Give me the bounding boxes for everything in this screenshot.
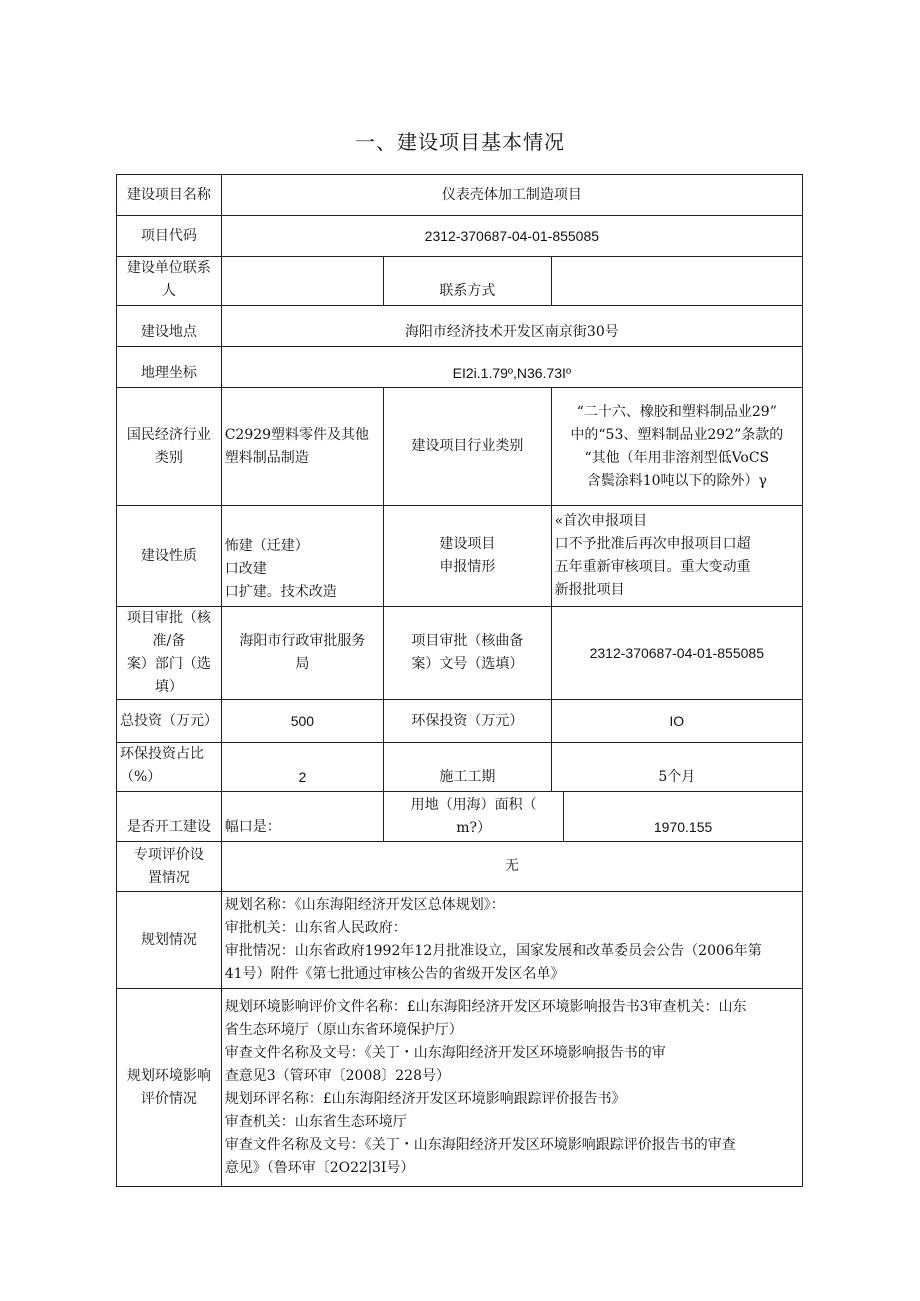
filing-label: 建设项目 申报情形 <box>384 506 552 607</box>
filing-option-line: 五年重新审核项目。重大变动重 <box>554 559 751 575</box>
row-contact <box>117 257 803 306</box>
special-label: 专项评价设 置情况 <box>117 842 222 892</box>
filing-option-line: 新报批项目 <box>554 582 625 598</box>
row-industry <box>117 388 803 506</box>
project-industry-line: “二十六、橡胶和塑料制品业29” <box>576 403 777 420</box>
contact-label: 建设单位联系人 <box>117 257 222 306</box>
total-invest-label: 总投资（万元） <box>117 700 222 743</box>
env-invest-value: IO <box>551 700 802 743</box>
approval-no-label: 项目审批（核曲备 案）文号（选填） <box>384 607 552 700</box>
row-ratio <box>117 743 803 792</box>
row-location <box>117 306 803 347</box>
plan-env-line: 审查文件名称及文号：《关丁・山东海阳经济开发区环境影响跟踪评价报告书的审查 <box>224 1136 736 1153</box>
industry-label: 国民经济行业类别 <box>117 388 222 506</box>
project-industry-line: “其他（年用非溶剂型低VoCS <box>584 449 770 466</box>
filing-option-line: 口不予批准后再次申报项目口超 <box>554 536 751 552</box>
area-value: 1970.155 <box>564 792 803 842</box>
plan-line: 41号）附件《第七批通过审核公告的省级开发区名单》 <box>224 966 565 982</box>
coords-value: EI2i.1.79º,N36.73Iº <box>221 347 802 388</box>
area-label: 用地（用海）面积（ m?） <box>384 792 564 842</box>
industry-value-line: 塑料制品制造 <box>224 449 309 466</box>
plan-line: 规划名称：《山东海阳经济开发区总体规划》： <box>224 897 505 913</box>
plan-line: 审批机关：山东省人民政府： <box>224 920 407 936</box>
special-value: 无 <box>221 842 802 892</box>
project-code-label: 项目代码 <box>117 216 222 257</box>
row-special <box>117 842 803 892</box>
approval-dept-value: 海阳市行政审批服务 局 <box>221 607 383 700</box>
project-name-label: 建设项目名称 <box>117 175 222 216</box>
nature-label: 建设性质 <box>117 506 222 607</box>
plan-env-line: 审查机关：山东省生态环境厅 <box>224 1113 407 1130</box>
contact-method-label: 联系方式 <box>384 257 552 306</box>
nature-options <box>221 506 383 607</box>
filing-options <box>551 506 802 607</box>
contact-value <box>221 257 383 306</box>
env-invest-label: 环保投资（万元） <box>384 700 552 743</box>
location-value: 海阳市经济技术开发区南京街30号 <box>221 306 802 347</box>
row-project-code <box>117 216 803 257</box>
plan-env-line: 规划环境影响评价文件名称：£山东海阳经济开发区环境影响报告书3审查机关：山东 <box>224 998 747 1015</box>
project-industry-value <box>551 388 802 506</box>
location-label: 建设地点 <box>117 306 222 347</box>
row-coords <box>117 347 803 388</box>
row-plan <box>117 892 803 989</box>
page-title: 一、建设项目基本情况 <box>355 130 565 154</box>
approval-no-value: 2312-370687-04-01-855085 <box>551 607 802 700</box>
started-label: 是否开工建设 <box>117 792 222 842</box>
period-value: 5个月 <box>551 743 802 792</box>
total-invest-value: 500 <box>221 700 383 743</box>
row-started <box>117 792 803 842</box>
plan-label: 规划情况 <box>117 892 222 989</box>
row-nature <box>117 506 803 607</box>
project-industry-line: 含鬓涂料10吨以下的除外）γ <box>586 472 767 489</box>
plan-env-line: 规划环评名称：£山东海阳经济开发区环境影响跟踪评价报告书》 <box>224 1090 626 1107</box>
env-ratio-label: 环保投资占比（%） <box>117 743 222 792</box>
row-project-name <box>117 175 803 216</box>
plan-env-line: 意见》（鲁环审〔2O22∣3I号） <box>224 1159 415 1176</box>
approval-dept-label: 项目审批（核准/备 案）部门（选填） <box>117 607 222 700</box>
industry-value-line: C2929塑料零件及其他 <box>224 426 370 443</box>
plan-env-label: 规划环境影响 评价情况 <box>117 989 222 1187</box>
row-investment <box>117 700 803 743</box>
coords-label: 地理坐标 <box>117 347 222 388</box>
project-industry-label: 建设项目行业类别 <box>384 388 552 506</box>
period-label: 施工工期 <box>384 743 552 792</box>
project-name-value: 仪表壳体加工制造项目 <box>221 175 802 216</box>
nature-option-new: 怖建（迁建） <box>224 538 309 554</box>
row-plan-env <box>117 989 803 1187</box>
row-approval <box>117 607 803 700</box>
plan-env-line: 省生态环境厅（原山东省环境保护厅） <box>224 1021 463 1038</box>
project-code-value: 2312-370687-04-01-855085 <box>221 216 802 257</box>
env-ratio-value: 2 <box>221 743 383 792</box>
started-value: 幅口是： <box>221 792 383 842</box>
plan-line: 审批情况：山东省政府1992年12月批准设立，国家发展和改革委员会公告（2006年第 <box>224 943 762 959</box>
plan-content <box>221 892 802 989</box>
plan-env-line: 审查文件名称及文号：《关丁・山东海阳经济开发区环境影响报告书的审 <box>224 1044 666 1061</box>
nature-option-rebuild: 口改建 <box>224 561 267 577</box>
project-info-table <box>116 174 803 1187</box>
industry-value <box>221 388 383 506</box>
contact-method-value <box>551 257 802 306</box>
plan-env-line: 查意见3（管环审〔2008〕228号） <box>224 1067 450 1084</box>
project-industry-line: 中的“53、塑料制品业292”条款的 <box>570 426 784 443</box>
filing-option-first: «首次申报项目 <box>554 513 648 529</box>
nature-option-expand: 口扩建。技术改造 <box>224 584 337 600</box>
plan-env-content <box>221 989 802 1187</box>
